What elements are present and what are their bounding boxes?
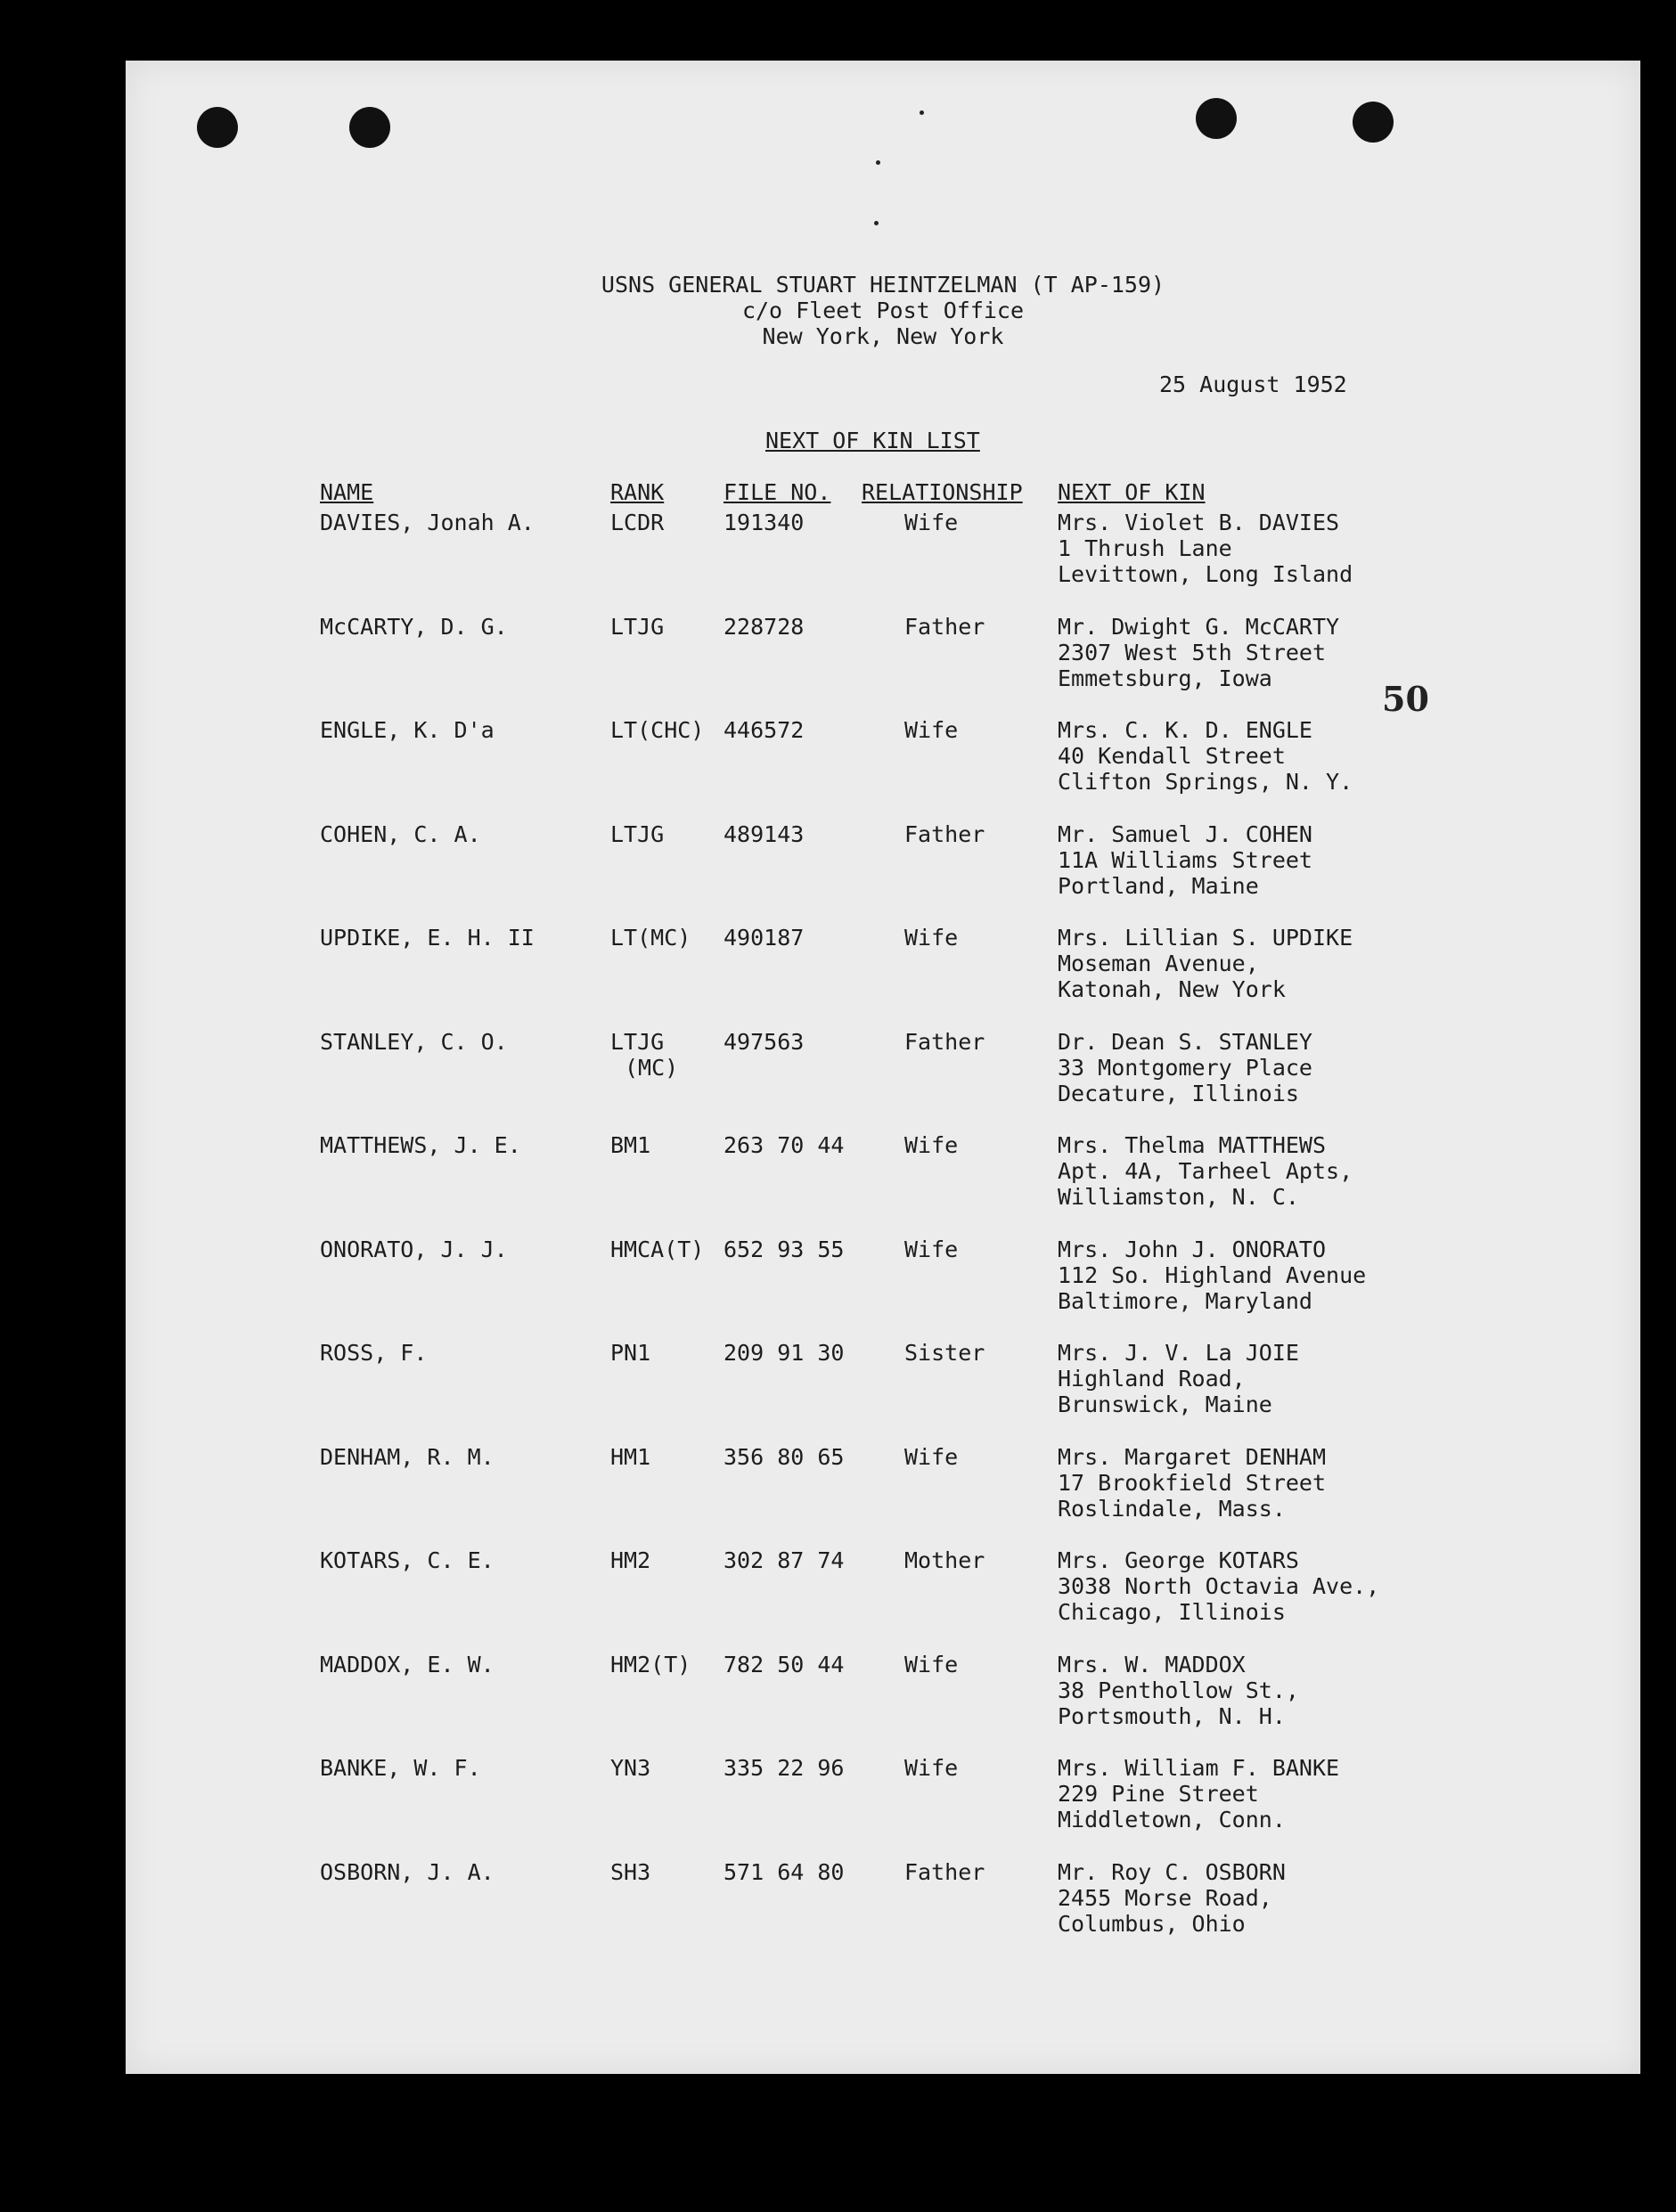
entry-kin-name: Dr. Dean S. STANLEY (1058, 1029, 1312, 1055)
entry-kin-address: Highland Road, (1058, 1366, 1246, 1392)
entry-rank: HM2 (610, 1547, 651, 1573)
entry-file-no: 263 70 44 (724, 1132, 845, 1158)
entry-rank: BM1 (610, 1132, 651, 1158)
entry-relationship: Father (904, 614, 985, 640)
entry-name: MADDOX, E. W. (320, 1652, 495, 1677)
entry-rank: LTJG (610, 614, 665, 640)
entry-name: McCARTY, D. G. (320, 614, 508, 640)
entry-kin-city: Chicago, Illinois (1058, 1599, 1286, 1625)
document-date: 25 August 1952 (1159, 371, 1347, 397)
entry-relationship: Father (904, 1859, 985, 1885)
entry-kin-address: 40 Kendall Street (1058, 743, 1286, 769)
entry-kin-name: Mrs. Violet B. DAVIES (1058, 510, 1340, 535)
entry-relationship: Wife (904, 1237, 959, 1262)
entry-rank-line2: (MC) (625, 1055, 679, 1081)
entry-kin-name: Mr. Dwight G. McCARTY (1058, 614, 1340, 640)
entry-file-no: 497563 (724, 1029, 805, 1055)
column-header-relationship: RELATIONSHIP (862, 479, 1023, 505)
entry-kin-address: 11A Williams Street (1058, 847, 1312, 873)
entry-kin-address: 2307 West 5th Street (1058, 640, 1327, 665)
entry-kin-address: 17 Brookfield Street (1058, 1470, 1327, 1496)
entry-name: OSBORN, J. A. (320, 1859, 495, 1885)
column-header-next-of-kin: NEXT OF KIN (1058, 479, 1206, 505)
column-header-file-no: FILE NO. (724, 479, 831, 505)
entry-name: ENGLE, K. D'a (320, 717, 495, 743)
page-number: 50 (1382, 679, 1429, 719)
entry-name: DAVIES, Jonah A. (320, 510, 535, 535)
entry-rank: LCDR (610, 510, 665, 535)
entry-rank: PN1 (610, 1340, 651, 1366)
entry-kin-address: 2455 Morse Road, (1058, 1885, 1272, 1911)
entry-kin-name: Mrs. William F. BANKE (1058, 1755, 1340, 1781)
entry-kin-city: Levittown, Long Island (1058, 561, 1353, 587)
entry-relationship: Wife (904, 1652, 959, 1677)
entry-kin-name: Mrs. George KOTARS (1058, 1547, 1299, 1573)
list-title: NEXT OF KIN LIST (765, 428, 980, 453)
entry-kin-city: Clifton Springs, N. Y. (1058, 769, 1353, 795)
entry-relationship: Wife (904, 1755, 959, 1781)
entry-kin-city: Katonah, New York (1058, 976, 1286, 1002)
entry-file-no: 571 64 80 (724, 1859, 845, 1885)
speck (874, 221, 879, 225)
document-page (126, 61, 1640, 2074)
entry-kin-name: Mrs. Lillian S. UPDIKE (1058, 925, 1353, 951)
entry-rank: HM1 (610, 1444, 651, 1470)
entry-kin-name: Mrs. Margaret DENHAM (1058, 1444, 1327, 1470)
speck (876, 160, 880, 165)
entry-kin-city: Roslindale, Mass. (1058, 1496, 1286, 1522)
entry-kin-city: Middletown, Conn. (1058, 1807, 1286, 1832)
entry-kin-name: Mr. Samuel J. COHEN (1058, 821, 1312, 847)
entry-relationship: Sister (904, 1340, 985, 1366)
entry-kin-address: 112 So. Highland Avenue (1058, 1262, 1367, 1288)
entry-kin-name: Mrs. C. K. D. ENGLE (1058, 717, 1312, 743)
entry-kin-address: Moseman Avenue, (1058, 951, 1259, 976)
entry-relationship: Wife (904, 510, 959, 535)
column-header-name: NAME (320, 479, 374, 505)
entry-kin-address: 1 Thrush Lane (1058, 535, 1232, 561)
entry-kin-name: Mrs. Thelma MATTHEWS (1058, 1132, 1327, 1158)
entry-kin-address: Apt. 4A, Tarheel Apts, (1058, 1158, 1353, 1184)
entry-relationship: Father (904, 1029, 985, 1055)
punch-hole (349, 107, 390, 148)
ship-name: USNS GENERAL STUART HEINTZELMAN (T AP-159) (601, 272, 1165, 298)
entry-kin-name: Mr. Roy C. OSBORN (1058, 1859, 1286, 1885)
entry-file-no: 302 87 74 (724, 1547, 845, 1573)
entry-kin-city: Columbus, Ohio (1058, 1911, 1246, 1937)
entry-kin-city: Decature, Illinois (1058, 1081, 1299, 1106)
entry-name: ROSS, F. (320, 1340, 428, 1366)
punch-hole (197, 107, 238, 148)
entry-rank: LTJG (610, 1029, 665, 1055)
column-header-rank: RANK (610, 479, 665, 505)
entry-kin-city: Emmetsburg, Iowa (1058, 665, 1272, 691)
entry-relationship: Wife (904, 1444, 959, 1470)
entry-name: KOTARS, C. E. (320, 1547, 495, 1573)
entry-kin-city: Portland, Maine (1058, 873, 1259, 899)
entry-name: MATTHEWS, J. E. (320, 1132, 521, 1158)
entry-kin-name: Mrs. John J. ONORATO (1058, 1237, 1327, 1262)
entry-kin-city: Portsmouth, N. H. (1058, 1703, 1286, 1729)
entry-file-no: 228728 (724, 614, 805, 640)
entry-file-no: 782 50 44 (724, 1652, 845, 1677)
punch-hole (1196, 98, 1237, 139)
entry-file-no: 489143 (724, 821, 805, 847)
entry-kin-city: Brunswick, Maine (1058, 1392, 1272, 1417)
entry-relationship: Mother (904, 1547, 985, 1573)
entry-kin-address: 229 Pine Street (1058, 1781, 1259, 1807)
entry-file-no: 335 22 96 (724, 1755, 845, 1781)
entry-rank: HMCA(T) (610, 1237, 705, 1262)
entry-rank: LTJG (610, 821, 665, 847)
entry-name: UPDIKE, E. H. II (320, 925, 535, 951)
entry-name: COHEN, C. A. (320, 821, 481, 847)
entry-rank: LT(CHC) (610, 717, 705, 743)
entry-kin-name: Mrs. J. V. La JOIE (1058, 1340, 1299, 1366)
entry-file-no: 490187 (724, 925, 805, 951)
entry-kin-city: Williamston, N. C. (1058, 1184, 1299, 1210)
entry-relationship: Wife (904, 1132, 959, 1158)
entry-relationship: Father (904, 821, 985, 847)
entry-rank: SH3 (610, 1859, 651, 1885)
entry-name: DENHAM, R. M. (320, 1444, 495, 1470)
entry-relationship: Wife (904, 717, 959, 743)
entry-rank: LT(MC) (610, 925, 691, 951)
header-city: New York, New York (762, 323, 1004, 349)
entry-file-no: 191340 (724, 510, 805, 535)
entry-name: BANKE, W. F. (320, 1755, 481, 1781)
punch-hole (1353, 102, 1394, 143)
entry-file-no: 652 93 55 (724, 1237, 845, 1262)
entry-kin-address: 33 Montgomery Place (1058, 1055, 1312, 1081)
entry-rank: YN3 (610, 1755, 651, 1781)
entry-name: ONORATO, J. J. (320, 1237, 508, 1262)
fleet-post-office: c/o Fleet Post Office (741, 298, 1025, 323)
entry-rank: HM2(T) (610, 1652, 691, 1677)
entry-file-no: 356 80 65 (724, 1444, 845, 1470)
entry-file-no: 446572 (724, 717, 805, 743)
entry-kin-name: Mrs. W. MADDOX (1058, 1652, 1246, 1677)
entry-name: STANLEY, C. O. (320, 1029, 508, 1055)
entry-kin-address: 3038 North Octavia Ave., (1058, 1573, 1380, 1599)
entry-file-no: 209 91 30 (724, 1340, 845, 1366)
speck (920, 110, 924, 115)
entry-kin-city: Baltimore, Maryland (1058, 1288, 1312, 1314)
entry-kin-address: 38 Penthollow St., (1058, 1677, 1299, 1703)
entry-relationship: Wife (904, 925, 959, 951)
